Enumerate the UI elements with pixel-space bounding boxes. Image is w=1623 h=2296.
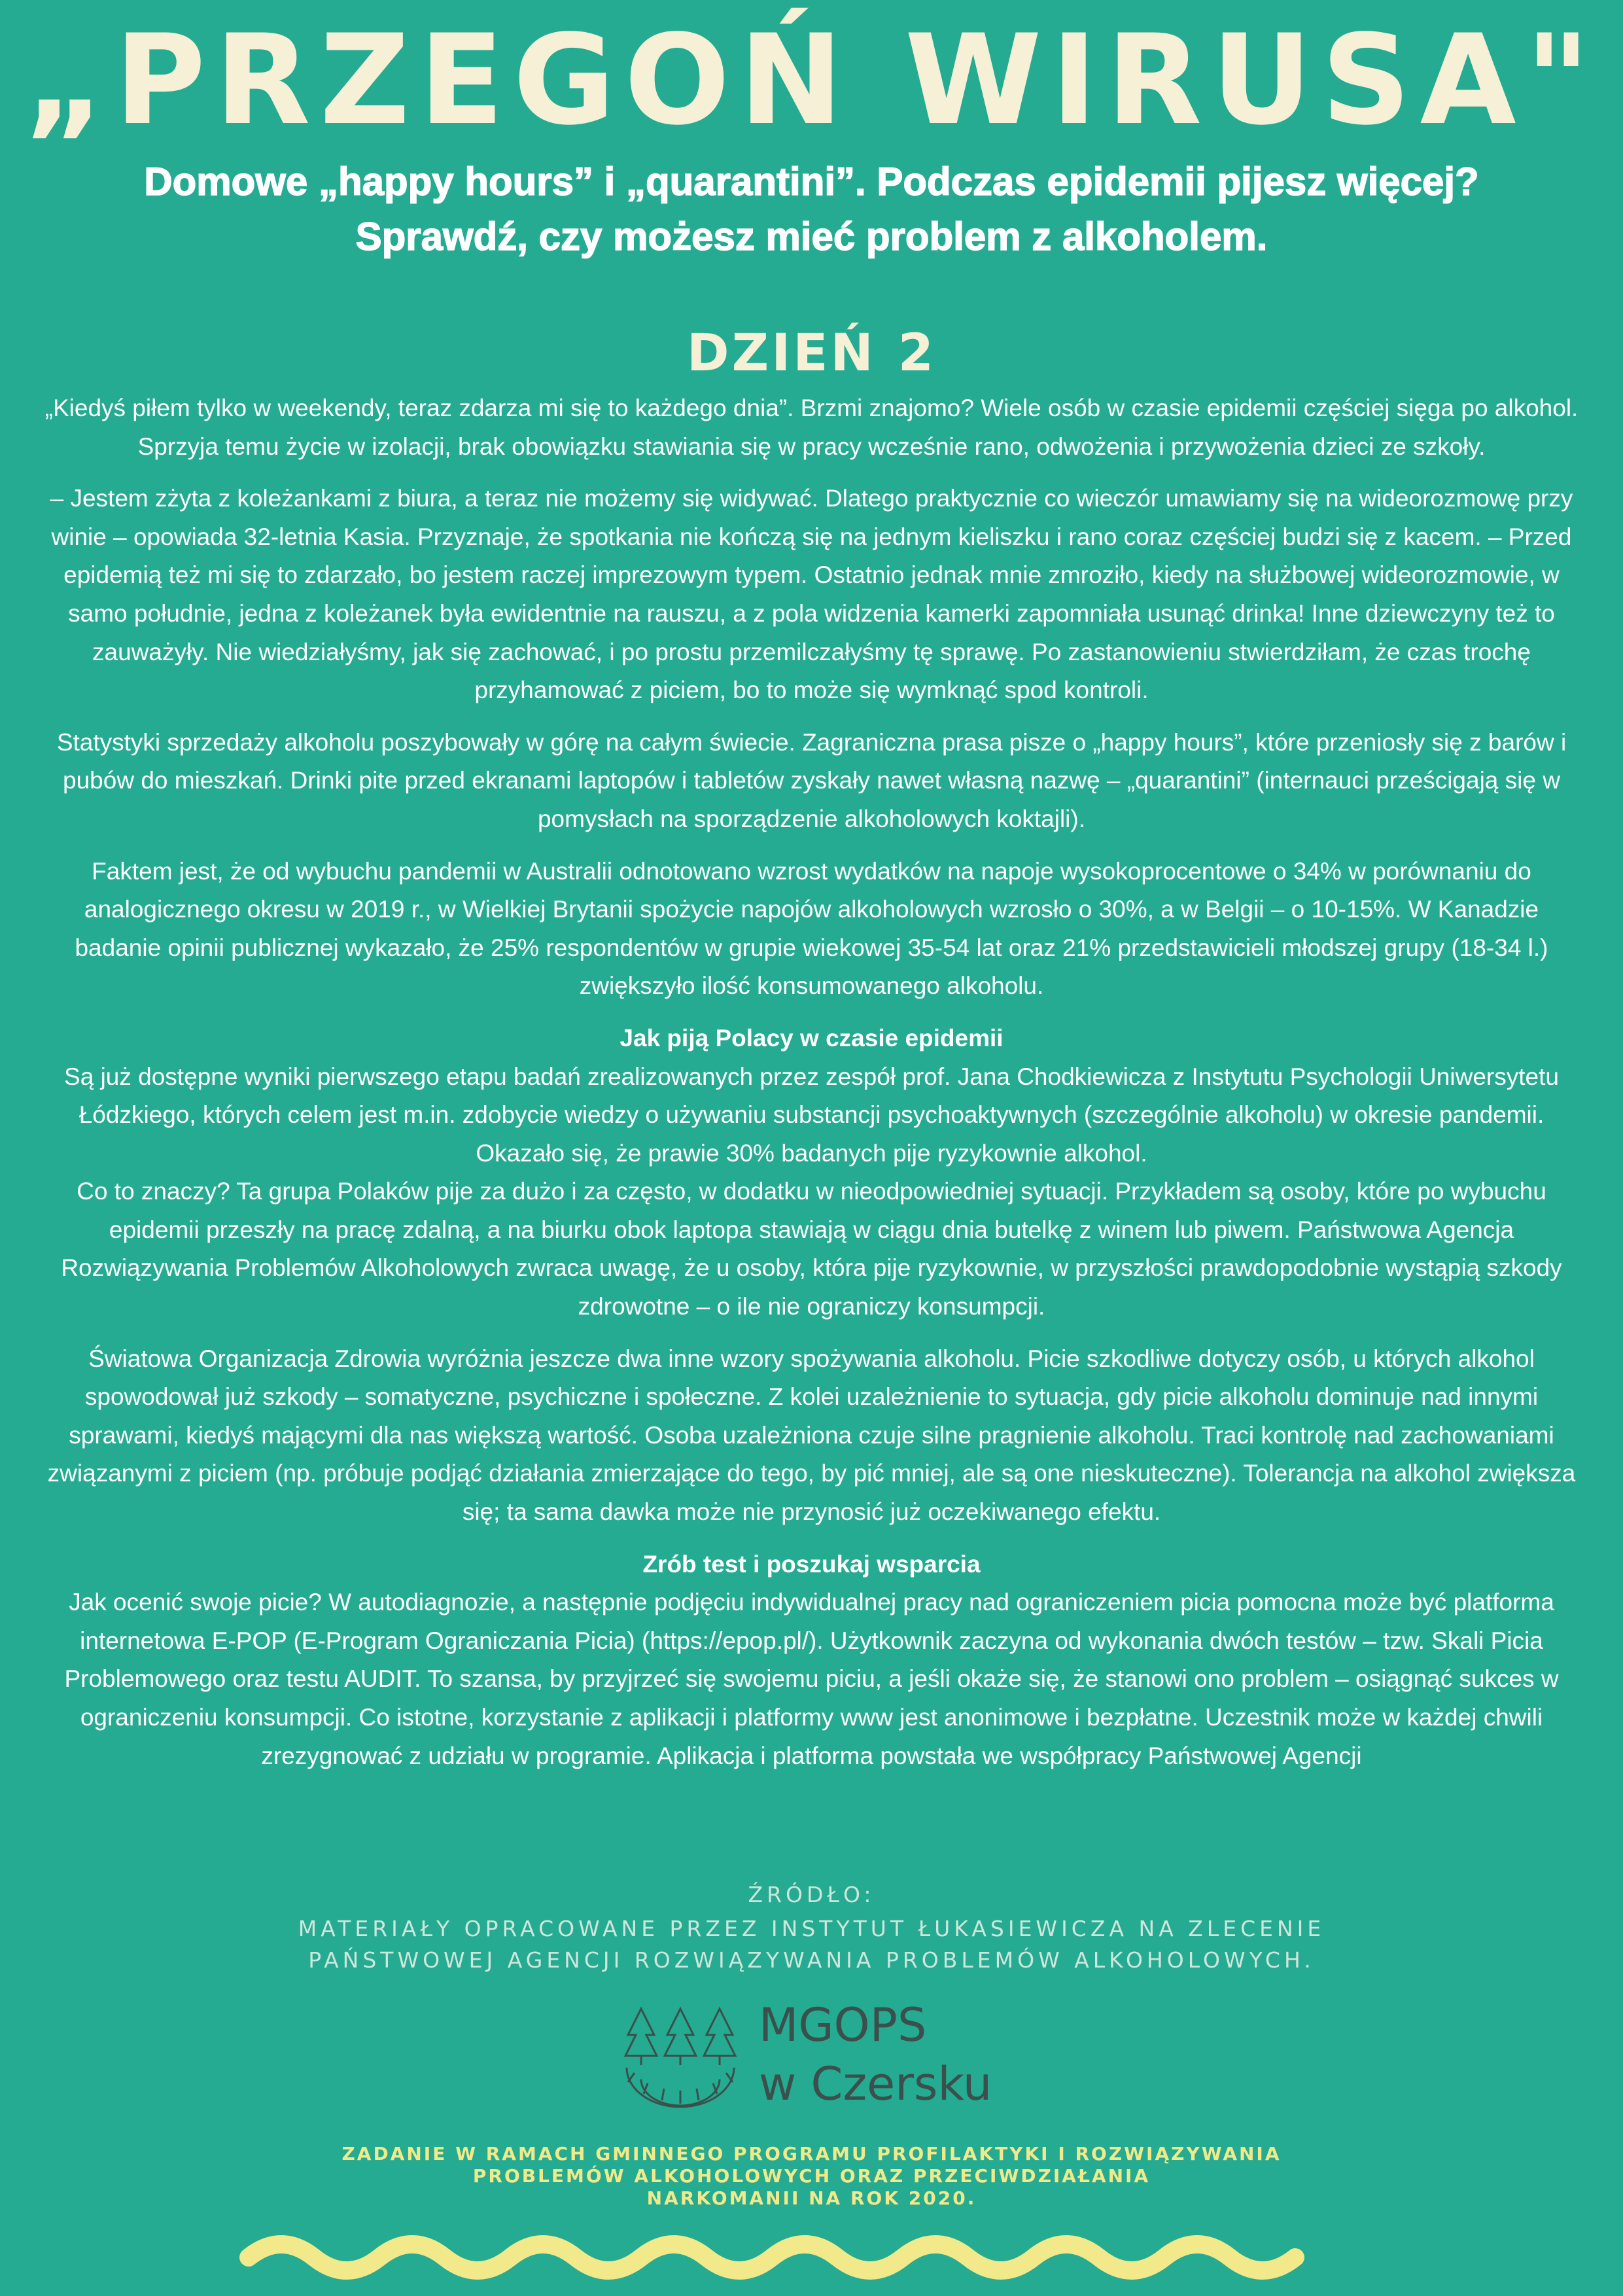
program-note-line: ZADANIE W RAMACH GMINNEGO PROGRAMU PROFILAKTYKI I ROZWIĄZYWANIA bbox=[341, 2143, 1282, 2164]
article-paragraph: Co to znaczy? Ta grupa Polaków pije za dużo i za często, w dodatku w nieodpowiedniej sytuacji. Przykładem są osoby, które po wybuchu epidemii przeszły na pracę zdalną, a na biurku obok laptopa stawiają w ciągu dnia butelkę z winem lub piwem. Państwowa Agencja Rozwiązywania Problemów Alkoholowych zwraca uwagę, że u osoby, która pije ryzykownie, w przyszłości prawdopodobnie wystąpią szkody zdrowotne – o ile nie ograniczy konsumpcji. bbox=[61, 1178, 1562, 1320]
mgops-logo bbox=[621, 1996, 1027, 2127]
source-block bbox=[0, 1879, 1623, 1976]
program-note-line: PROBLEMÓW ALKOHOLOWYCH ORAZ PRZECIWDZIAŁANIA bbox=[472, 2165, 1151, 2187]
decorative-wave bbox=[236, 2225, 1335, 2290]
day-label: DZIEŃ bbox=[686, 324, 876, 383]
article-body bbox=[39, 389, 1584, 1789]
section-heading: Jak piją Polacy w czasie epidemii bbox=[620, 1024, 1003, 1051]
day-heading bbox=[0, 324, 1623, 383]
source-label: ŹRÓDŁO: bbox=[748, 1882, 875, 1907]
program-note bbox=[262, 2143, 1361, 2210]
poster-title: „PRZEGOŃ WIRUSA" bbox=[24, 8, 1599, 152]
day-number: 2 bbox=[898, 324, 937, 383]
trees-wheel-icon bbox=[621, 2002, 739, 2113]
logo-text-line: MGOPS bbox=[759, 1998, 927, 2052]
article-paragraph: Światowa Organizacja Zdrowia wyróżnia jeszcze dwa inne wzory spożywania alkoholu. Picie szkodliwe dotyczy osób, u których alkohol spowodował już szkody – somatyczne, psychiczne i społeczne. Z kolei uzależnienie to sytuacja, gdy picie alkoholu dominuje nad innymi sprawami, kiedyś mającymi dla nas większą wartość. Osoba uzależniona czuje silne pragnienie alkoholu. Traci kontrolę nad zachowaniami związanymi z piciem (np. próbuje podjąć działania zmierzające do tego, by pić mniej, ale są one nieskuteczne). Tolerancja na alkohol zwiększa się; ta sama dawka może nie przynosić już oczekiwanego efektu. bbox=[47, 1345, 1576, 1526]
program-note-line: NARKOMANII NA ROK 2020. bbox=[646, 2187, 977, 2209]
source-line: PAŃSTWOWEJ AGENCJI ROZWIĄZYWANIA PROBLEMÓW ALKOHOLOWYCH. bbox=[308, 1947, 1315, 1973]
article-paragraph: Faktem jest, że od wybuchu pandemii w Australii odnotowano wzrost wydatków na napoje wysokoprocentowe o 34% w porównaniu do analogicznego okresu w 2019 r., w Wielkiej Brytanii spożycie napojów alkoholowych wzrosło o 30%, a w Belgii – o 10-15%. W Kanadzie badanie opinii publicznej wykazało, że 25% respondentów w grupie wiekowej 35-54 lat oraz 21% przedstawicieli młodszej grupy (18-34 l.) zwiększyło ilość konsumowanego alkoholu. bbox=[75, 857, 1548, 1000]
article-paragraph: „Kiedyś piłem tylko w weekendy, teraz zdarza mi się to każdego dnia”. Brzmi znajomo? Wiele osób w czasie epidemii częściej sięga po alkohol. Sprzyja temu życie w izolacji, brak obowiązku stawiania się w pracy wcześnie rano, odwożenia i przywożenia dzieci ze szkoły. bbox=[44, 395, 1579, 460]
article-paragraph: Jak ocenić swoje picie? W autodiagnozie, a następnie podjęciu indywidualnej pracy nad ograniczeniem picia pomocna może być platforma internetowa E-POP (E-Program Ograniczania Picia) (https://epop.pl/). Użytkownik zaczyna od wykonania dwóch testów – tzw. Skali Picia Problemowego oraz testu AUDIT. To szansa, by przyjrzeć się swojemu piciu, a jeśli okaże się, że stanowi ono problem – osiągnąć sukces w ograniczeniu konsumpcji. Co istotne, korzystanie z aplikacji i platformy www jest anonimowe i bezpłatne. Uczestnik może w każdej chwili zrezygnować z udziału w programie. Aplikacja i platforma powstała we współpracy Państwowej Agencji bbox=[64, 1589, 1559, 1769]
source-line: MATERIAŁY OPRACOWANE PRZEZ INSTYTUT ŁUKASIEWICZA NA ZLECENIE bbox=[298, 1916, 1325, 1941]
section-heading: Zrób test i poszukaj wsparcia bbox=[642, 1550, 981, 1578]
article-paragraph: Są już dostępne wyniki pierwszego etapu badań zrealizowanych przez zespół prof. Jana Chodkiewicza z Instytutu Psychologii Uniwersytetu Łódzkiego, których celem jest m.in. zdobycie wiedzy o używaniu substancji psychoaktywnych (szczególnie alkoholu) w okresie pandemii. Okazało się, że prawie 30% badanych pije ryzykownie alkohol. bbox=[64, 1063, 1559, 1167]
article-paragraph: Statystyki sprzedaży alkoholu poszybowały w górę na całym świecie. Zagraniczna prasa pisze o „happy hours”, które przeniosły się z barów i pubów do mieszkań. Drinki pite przed ekranami laptopów i tabletów zyskały nawet własną nazwę – „quarantini” (internauci prześcigają się w pomysłach na sporządzenie alkoholowych koktajli). bbox=[56, 728, 1567, 832]
logo-text-line: w Czersku bbox=[759, 2057, 992, 2111]
poster-subtitle: Domowe „happy hours” i „quarantini”. Podczas epidemii pijesz więcej? Sprawdź, czy możesz mieć problem z alkoholem. bbox=[144, 160, 1479, 258]
article-paragraph: – Jestem zżyta z koleżankami z biura, a teraz nie możemy się widywać. Dlatego praktycznie co wieczór umawiamy się na wideorozmowę przy winie – opowiada 32-letnia Kasia. Przyznaje, że spotkania nie kończą się na jednym kieliszku i rano coraz częściej budzi się z kacem. – Przed epidemią też mi się to zdarzało, bo jestem raczej imprezowym typem. Ostatnio jednak mnie zmroziło, kiedy na służbowej wideorozmowie, w samo południe, jedna z koleżanek była ewidentnie na rauszu, a z pola widzenia kamerki zapomniała usunąć drinka! Inne dziewczyny też to zauważyły. Nie wiedziałyśmy, jak się zachować, i po prostu przemilczałyśmy tę sprawę. Po zastanowieniu stwierdziłam, że czas trochę przyhamować z piciem, bo to może się wymknąć spod kontroli. bbox=[50, 485, 1573, 704]
